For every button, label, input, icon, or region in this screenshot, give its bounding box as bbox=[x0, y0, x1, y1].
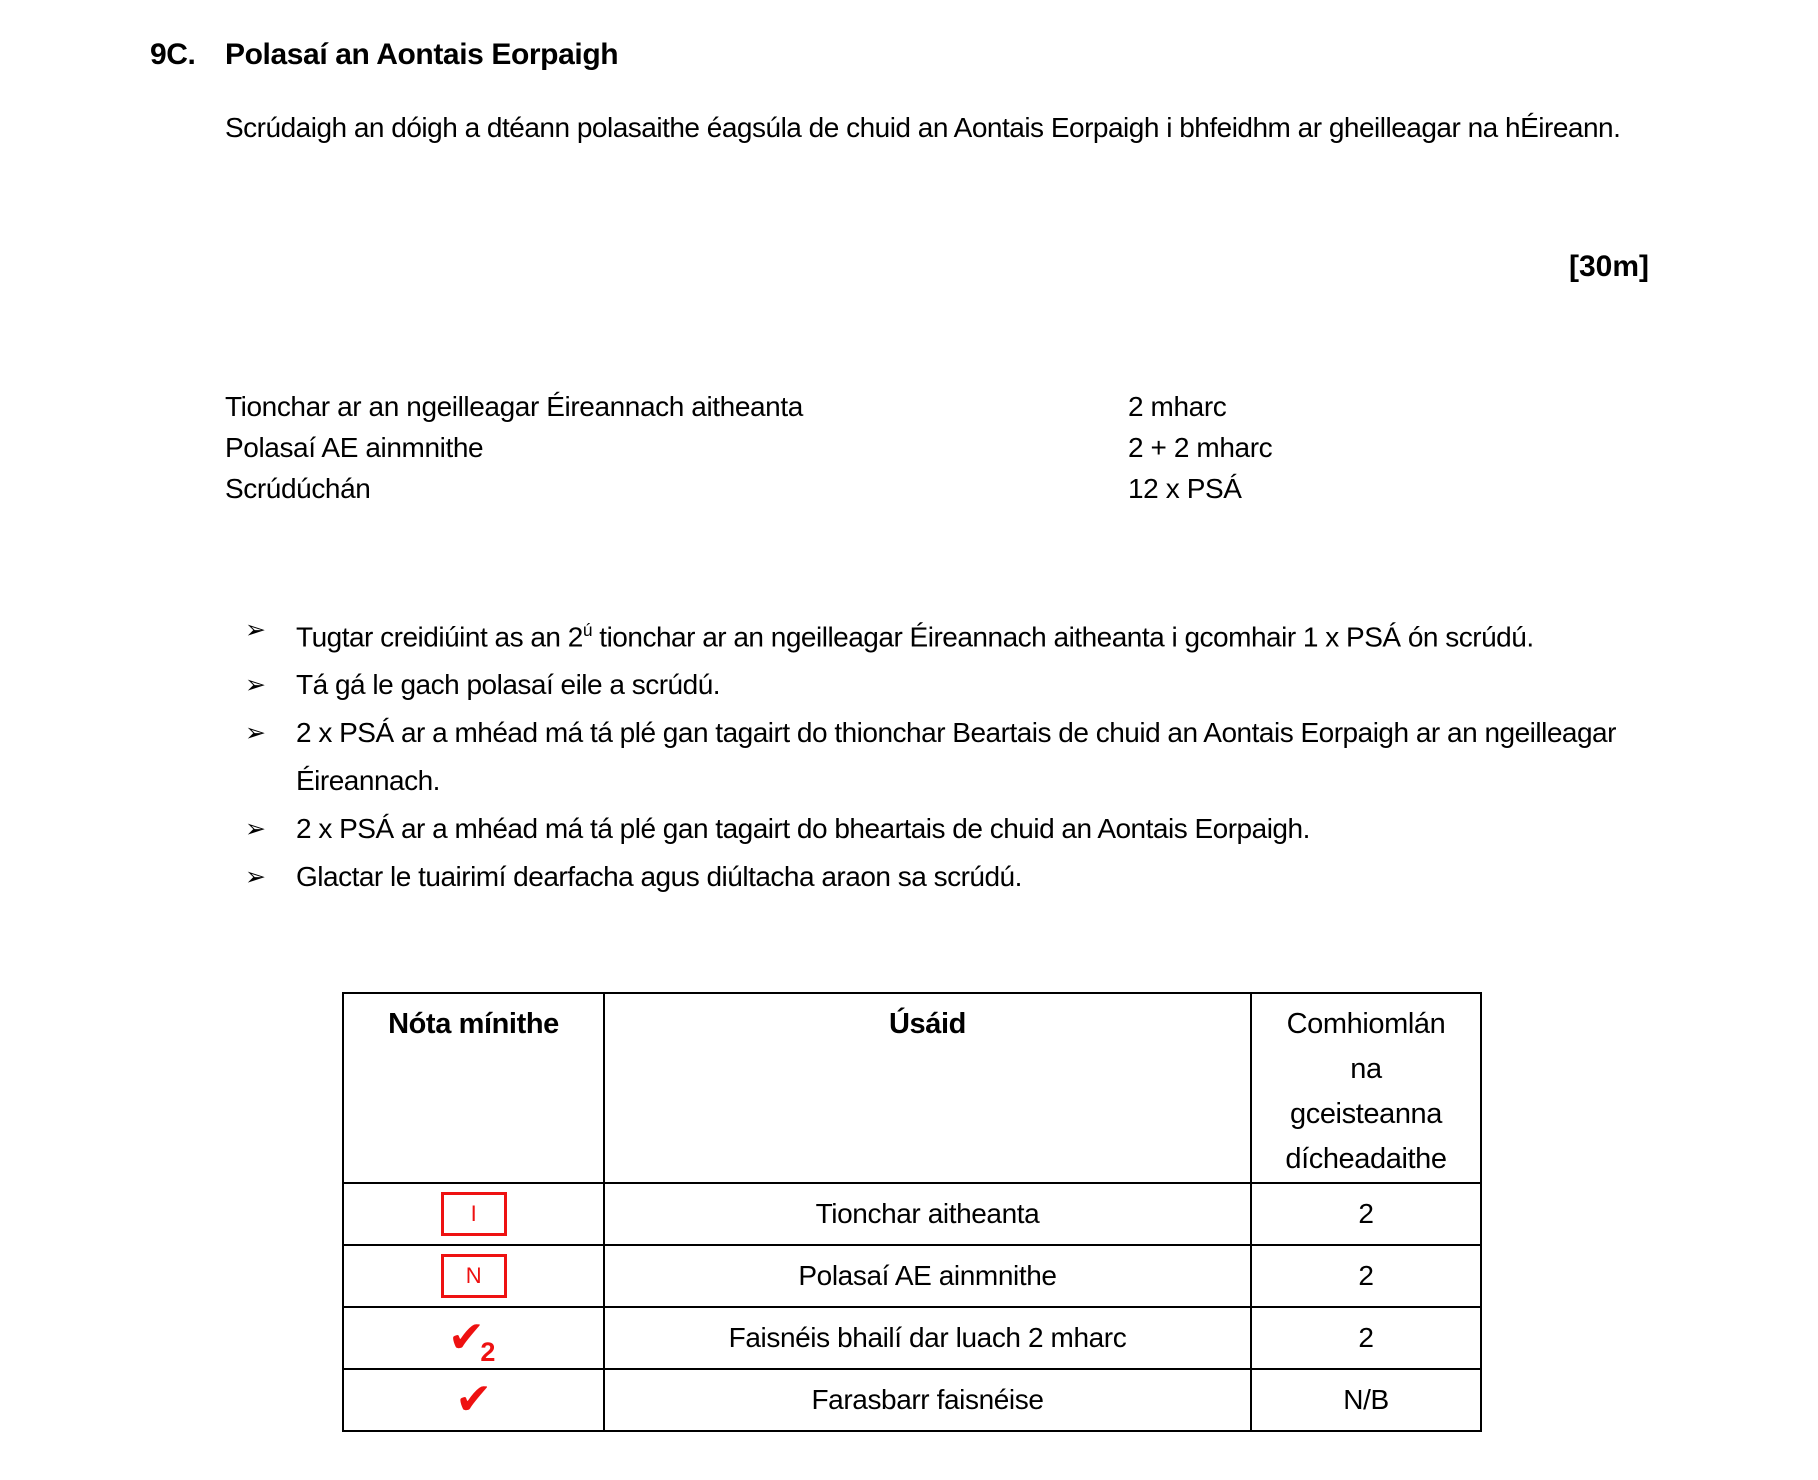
bullet-text: 2 x PSÁ ar a mhéad má tá plé gan tagairt do thionchar Beartais de chuid an Aontais Eorpaigh ar an ngeilleagar Éireannach. bbox=[296, 717, 1616, 797]
question-title: Polasaí an Aontais Eorpaigh bbox=[225, 38, 619, 71]
table-header-row bbox=[343, 993, 1481, 1183]
marks-value: 2 + 2 mharc bbox=[1128, 432, 1273, 463]
arrow-bullet-icon: ➢ bbox=[245, 718, 266, 748]
marks-breakdown-row bbox=[225, 468, 1272, 509]
bullet-text: Tugtar creidiúint as an $2^ú$ tionchar ar an ngeilleagar Éireannach aitheanta i gcomhair 1 x PSÁ ón scrúdú. bbox=[296, 620, 1534, 653]
arrow-bullet-icon: ➢ bbox=[245, 814, 266, 844]
total-cell: 2 bbox=[1251, 1245, 1481, 1307]
boxed-letter-i-icon: I bbox=[441, 1192, 507, 1236]
col-header-nota-minithe: Nóta mínithe bbox=[343, 993, 604, 1183]
marking-table bbox=[342, 992, 1482, 1432]
col-header-usaid: Úsáid bbox=[604, 993, 1251, 1183]
marks-breakdown-row bbox=[225, 386, 1272, 427]
usage-cell: Tionchar aitheanta bbox=[604, 1183, 1251, 1245]
arrow-bullet-icon: ➢ bbox=[245, 862, 266, 892]
list-item bbox=[245, 709, 1675, 805]
boxed-letter-n-icon: N bbox=[441, 1254, 507, 1298]
question-heading bbox=[150, 38, 618, 72]
bullet-text: 2 x PSÁ ar a mhéad má tá plé gan tagairt do bheartais de chuid an Aontais Eorpaigh. bbox=[296, 813, 1310, 845]
question-number: 9C. bbox=[150, 38, 196, 71]
total-cell: 2 bbox=[1251, 1183, 1481, 1245]
bullet-text: Glactar le tuairimí dearfacha agus diúltacha araon sa scrúdú. bbox=[296, 861, 1022, 893]
marks-breakdown bbox=[225, 386, 1272, 509]
total-cell: 2 bbox=[1251, 1307, 1481, 1369]
checkmark-2-icon: ✔2 bbox=[447, 1312, 496, 1367]
list-item bbox=[245, 661, 1675, 709]
note-icon-cell bbox=[343, 1245, 604, 1307]
usage-cell: Polasaí AE ainmnithe bbox=[604, 1245, 1251, 1307]
usage-cell: Faisnéis bhailí dar luach 2 mharc bbox=[604, 1307, 1251, 1369]
table-row bbox=[343, 1245, 1481, 1307]
note-icon-cell bbox=[343, 1307, 604, 1369]
total-cell: N/B bbox=[1251, 1369, 1481, 1431]
arrow-bullet-icon: ➢ bbox=[245, 615, 266, 644]
note-icon-cell bbox=[343, 1369, 604, 1431]
usage-cell: Farasbarr faisnéise bbox=[604, 1369, 1251, 1431]
list-item bbox=[245, 805, 1675, 853]
question-prompt: Scrúdaigh an dóigh a dtéann polasaithe éagsúla de chuid an Aontais Eorpaigh i bhfeidhm ar gheilleagar na hÉireann. bbox=[225, 112, 1621, 143]
table-row bbox=[343, 1369, 1481, 1431]
bullet-text: Tá gá le gach polasaí eile a scrúdú. bbox=[296, 669, 721, 701]
marks-label: Polasaí AE ainmnithe bbox=[225, 432, 484, 463]
list-item bbox=[245, 853, 1675, 901]
table-row bbox=[343, 1183, 1481, 1245]
total-marks-tag: [30m] bbox=[1568, 250, 1649, 283]
marks-label: Tionchar ar an ngeilleagar Éireannach aitheanta bbox=[225, 391, 803, 422]
list-item bbox=[245, 606, 1675, 661]
arrow-bullet-icon: ➢ bbox=[245, 670, 266, 700]
marks-value: 12 x PSÁ bbox=[1128, 473, 1242, 504]
marks-value: 2 mharc bbox=[1128, 391, 1227, 422]
table-row bbox=[343, 1307, 1481, 1369]
note-icon-cell bbox=[343, 1183, 604, 1245]
col-header-comhiomlan bbox=[1251, 993, 1481, 1183]
checkmark-icon: ✔ bbox=[455, 1374, 492, 1425]
marks-breakdown-row bbox=[225, 427, 1272, 468]
marking-notes-list bbox=[245, 606, 1675, 901]
marks-label: Scrúdúchán bbox=[225, 473, 371, 504]
col-header-comhiomlan-text: Comhiomlán na gceisteanna dícheadaithe bbox=[1285, 1008, 1447, 1175]
